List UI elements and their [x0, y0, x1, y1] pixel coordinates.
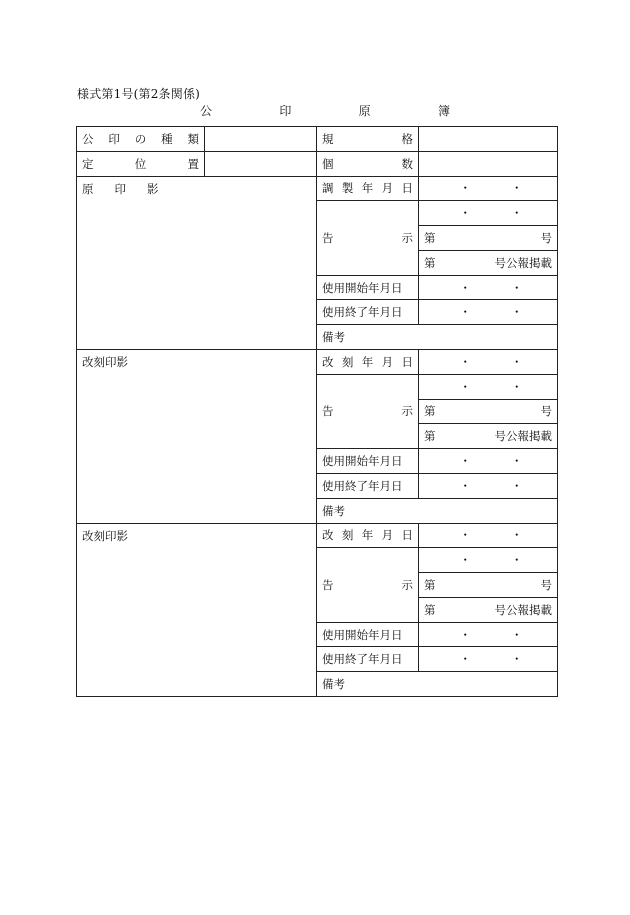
date-dot: ・ — [511, 305, 523, 320]
seal-type-row — [77, 127, 558, 152]
label-char: 置 — [187, 156, 199, 171]
spec-label — [317, 127, 419, 152]
dai-text: 第 — [424, 255, 436, 270]
label-char: 影 — [147, 181, 159, 196]
seal-register-table — [76, 126, 558, 697]
label-char: 日 — [401, 354, 413, 369]
notice-label — [317, 374, 419, 448]
label-char: 製 — [341, 181, 354, 196]
label-char: 日 — [401, 528, 413, 543]
date-dot: ・ — [511, 354, 523, 369]
use-end-label: 使用終了年月日 — [317, 647, 419, 672]
date-dot: ・ — [511, 379, 523, 394]
manufacture-date-label — [317, 176, 419, 201]
date-dot: ・ — [511, 181, 523, 196]
use-start-field[interactable] — [419, 275, 558, 300]
date-dot: ・ — [459, 354, 471, 369]
label-char: 示 — [401, 577, 413, 592]
label-char: 改 — [322, 354, 334, 369]
label-text: 改刻印影 — [82, 355, 128, 370]
date-dot: ・ — [459, 478, 471, 493]
form-title-char: 印 — [279, 104, 292, 118]
date-dot: ・ — [459, 553, 471, 568]
label-char: 調 — [322, 181, 334, 196]
spec-field[interactable] — [419, 127, 558, 152]
label-char: 原 — [82, 181, 94, 196]
date-dot: ・ — [459, 454, 471, 469]
position-label — [77, 151, 205, 176]
date-dot: ・ — [511, 454, 523, 469]
recut-impression-cell[interactable] — [77, 523, 317, 697]
date-dot: ・ — [511, 627, 523, 642]
use-end-field[interactable] — [419, 300, 558, 325]
use-end-label: 使用終了年月日 — [317, 473, 419, 498]
recut-date-label — [317, 350, 419, 375]
dai-text: 第 — [424, 577, 436, 592]
label-char: 年 — [361, 528, 374, 543]
recut-impression-cell[interactable] — [77, 350, 317, 523]
use-start-label: 使用開始年月日 — [317, 622, 419, 647]
label-char: 月 — [381, 354, 394, 369]
original-section-date-row — [77, 176, 558, 201]
label-char: 位 — [134, 156, 147, 171]
use-end-field[interactable] — [419, 473, 558, 498]
gazette-text: 号公報掲載 — [494, 602, 552, 617]
go-text: 号 — [540, 404, 552, 419]
notice-date-field[interactable] — [419, 548, 558, 573]
use-end-field[interactable] — [419, 647, 558, 672]
date-dot: ・ — [459, 181, 471, 196]
use-start-label: 使用開始年月日 — [317, 449, 419, 474]
label-char: 示 — [401, 404, 413, 419]
dai-text: 第 — [424, 231, 436, 246]
label-char: の — [134, 131, 147, 146]
label-char: 定 — [82, 156, 94, 171]
date-dot: ・ — [511, 553, 523, 568]
remarks-label: 備考 — [322, 503, 345, 518]
date-dot: ・ — [459, 280, 471, 295]
dai-text: 第 — [424, 404, 436, 419]
date-dot: ・ — [459, 379, 471, 394]
notice-date-field[interactable] — [419, 201, 558, 226]
gazette-text: 号公報掲載 — [494, 429, 552, 444]
use-end-label: 使用終了年月日 — [317, 300, 419, 325]
label-char: 年 — [361, 181, 374, 196]
gazette-text: 号公報掲載 — [494, 255, 552, 270]
label-char: 印 — [108, 131, 120, 146]
date-dot: ・ — [459, 305, 471, 320]
notice-number-field[interactable] — [419, 573, 558, 598]
original-impression-cell[interactable] — [77, 176, 317, 349]
gazette-field[interactable] — [419, 250, 558, 275]
label-char: 規 — [322, 131, 334, 146]
recut-section-date-row — [77, 523, 558, 548]
recut-date-field[interactable] — [419, 523, 558, 548]
recut-section-date-row — [77, 350, 558, 375]
remarks-field[interactable] — [317, 325, 558, 350]
remarks-field[interactable] — [317, 672, 558, 697]
gazette-field[interactable] — [419, 424, 558, 449]
gazette-field[interactable] — [419, 597, 558, 622]
date-dot: ・ — [511, 528, 523, 543]
remarks-label: 備考 — [322, 330, 345, 345]
label-char: 改 — [322, 528, 334, 543]
seal-type-label — [77, 127, 205, 152]
label-char: 刻 — [341, 354, 354, 369]
form-title-char: 簿 — [437, 104, 450, 118]
dai-text: 第 — [424, 429, 436, 444]
date-dot: ・ — [459, 528, 471, 543]
position-field[interactable] — [205, 151, 317, 176]
label-char: 告 — [322, 404, 334, 419]
notice-number-field[interactable] — [419, 226, 558, 251]
count-label — [317, 151, 419, 176]
recut-date-field[interactable] — [419, 350, 558, 375]
label-char: 示 — [401, 231, 413, 246]
form-title-char: 公 — [200, 104, 213, 118]
form-title-char: 原 — [358, 104, 371, 118]
label-char: 月 — [381, 528, 394, 543]
count-field[interactable] — [419, 151, 558, 176]
notice-date-field[interactable] — [419, 374, 558, 399]
use-start-field[interactable] — [419, 449, 558, 474]
remarks-label: 備考 — [322, 677, 345, 692]
form-title — [200, 102, 450, 119]
use-start-field[interactable] — [419, 622, 558, 647]
label-char: 個 — [322, 156, 334, 171]
date-dot: ・ — [459, 652, 471, 667]
go-text: 号 — [540, 577, 552, 592]
date-dot: ・ — [511, 652, 523, 667]
label-char: 告 — [322, 577, 334, 592]
notice-label — [317, 548, 419, 622]
notice-number-field[interactable] — [419, 399, 558, 424]
label-char: 種 — [161, 131, 173, 146]
label-char: 日 — [401, 181, 413, 196]
label-char: 格 — [401, 131, 413, 146]
label-char: 類 — [187, 131, 199, 146]
remarks-field[interactable] — [317, 498, 558, 523]
label-text: 改刻印影 — [82, 528, 128, 543]
recut-date-label — [317, 523, 419, 548]
label-char: 刻 — [341, 528, 354, 543]
manufacture-date-field[interactable] — [419, 176, 558, 201]
use-start-label: 使用開始年月日 — [317, 275, 419, 300]
dai-text: 第 — [424, 602, 436, 617]
position-row — [77, 151, 558, 176]
label-char: 告 — [322, 231, 334, 246]
label-char: 年 — [361, 354, 374, 369]
date-dot: ・ — [511, 478, 523, 493]
label-char: 印 — [114, 181, 126, 196]
date-dot: ・ — [459, 206, 471, 221]
date-dot: ・ — [511, 280, 523, 295]
seal-type-field[interactable] — [205, 127, 317, 152]
label-char: 数 — [401, 156, 413, 171]
go-text: 号 — [540, 231, 552, 246]
date-dot: ・ — [459, 627, 471, 642]
label-char: 月 — [381, 181, 394, 196]
date-dot: ・ — [511, 206, 523, 221]
label-char: 公 — [82, 131, 94, 146]
notice-label — [317, 201, 419, 275]
form-label: 様式第1号(第2条関係) — [77, 87, 201, 101]
